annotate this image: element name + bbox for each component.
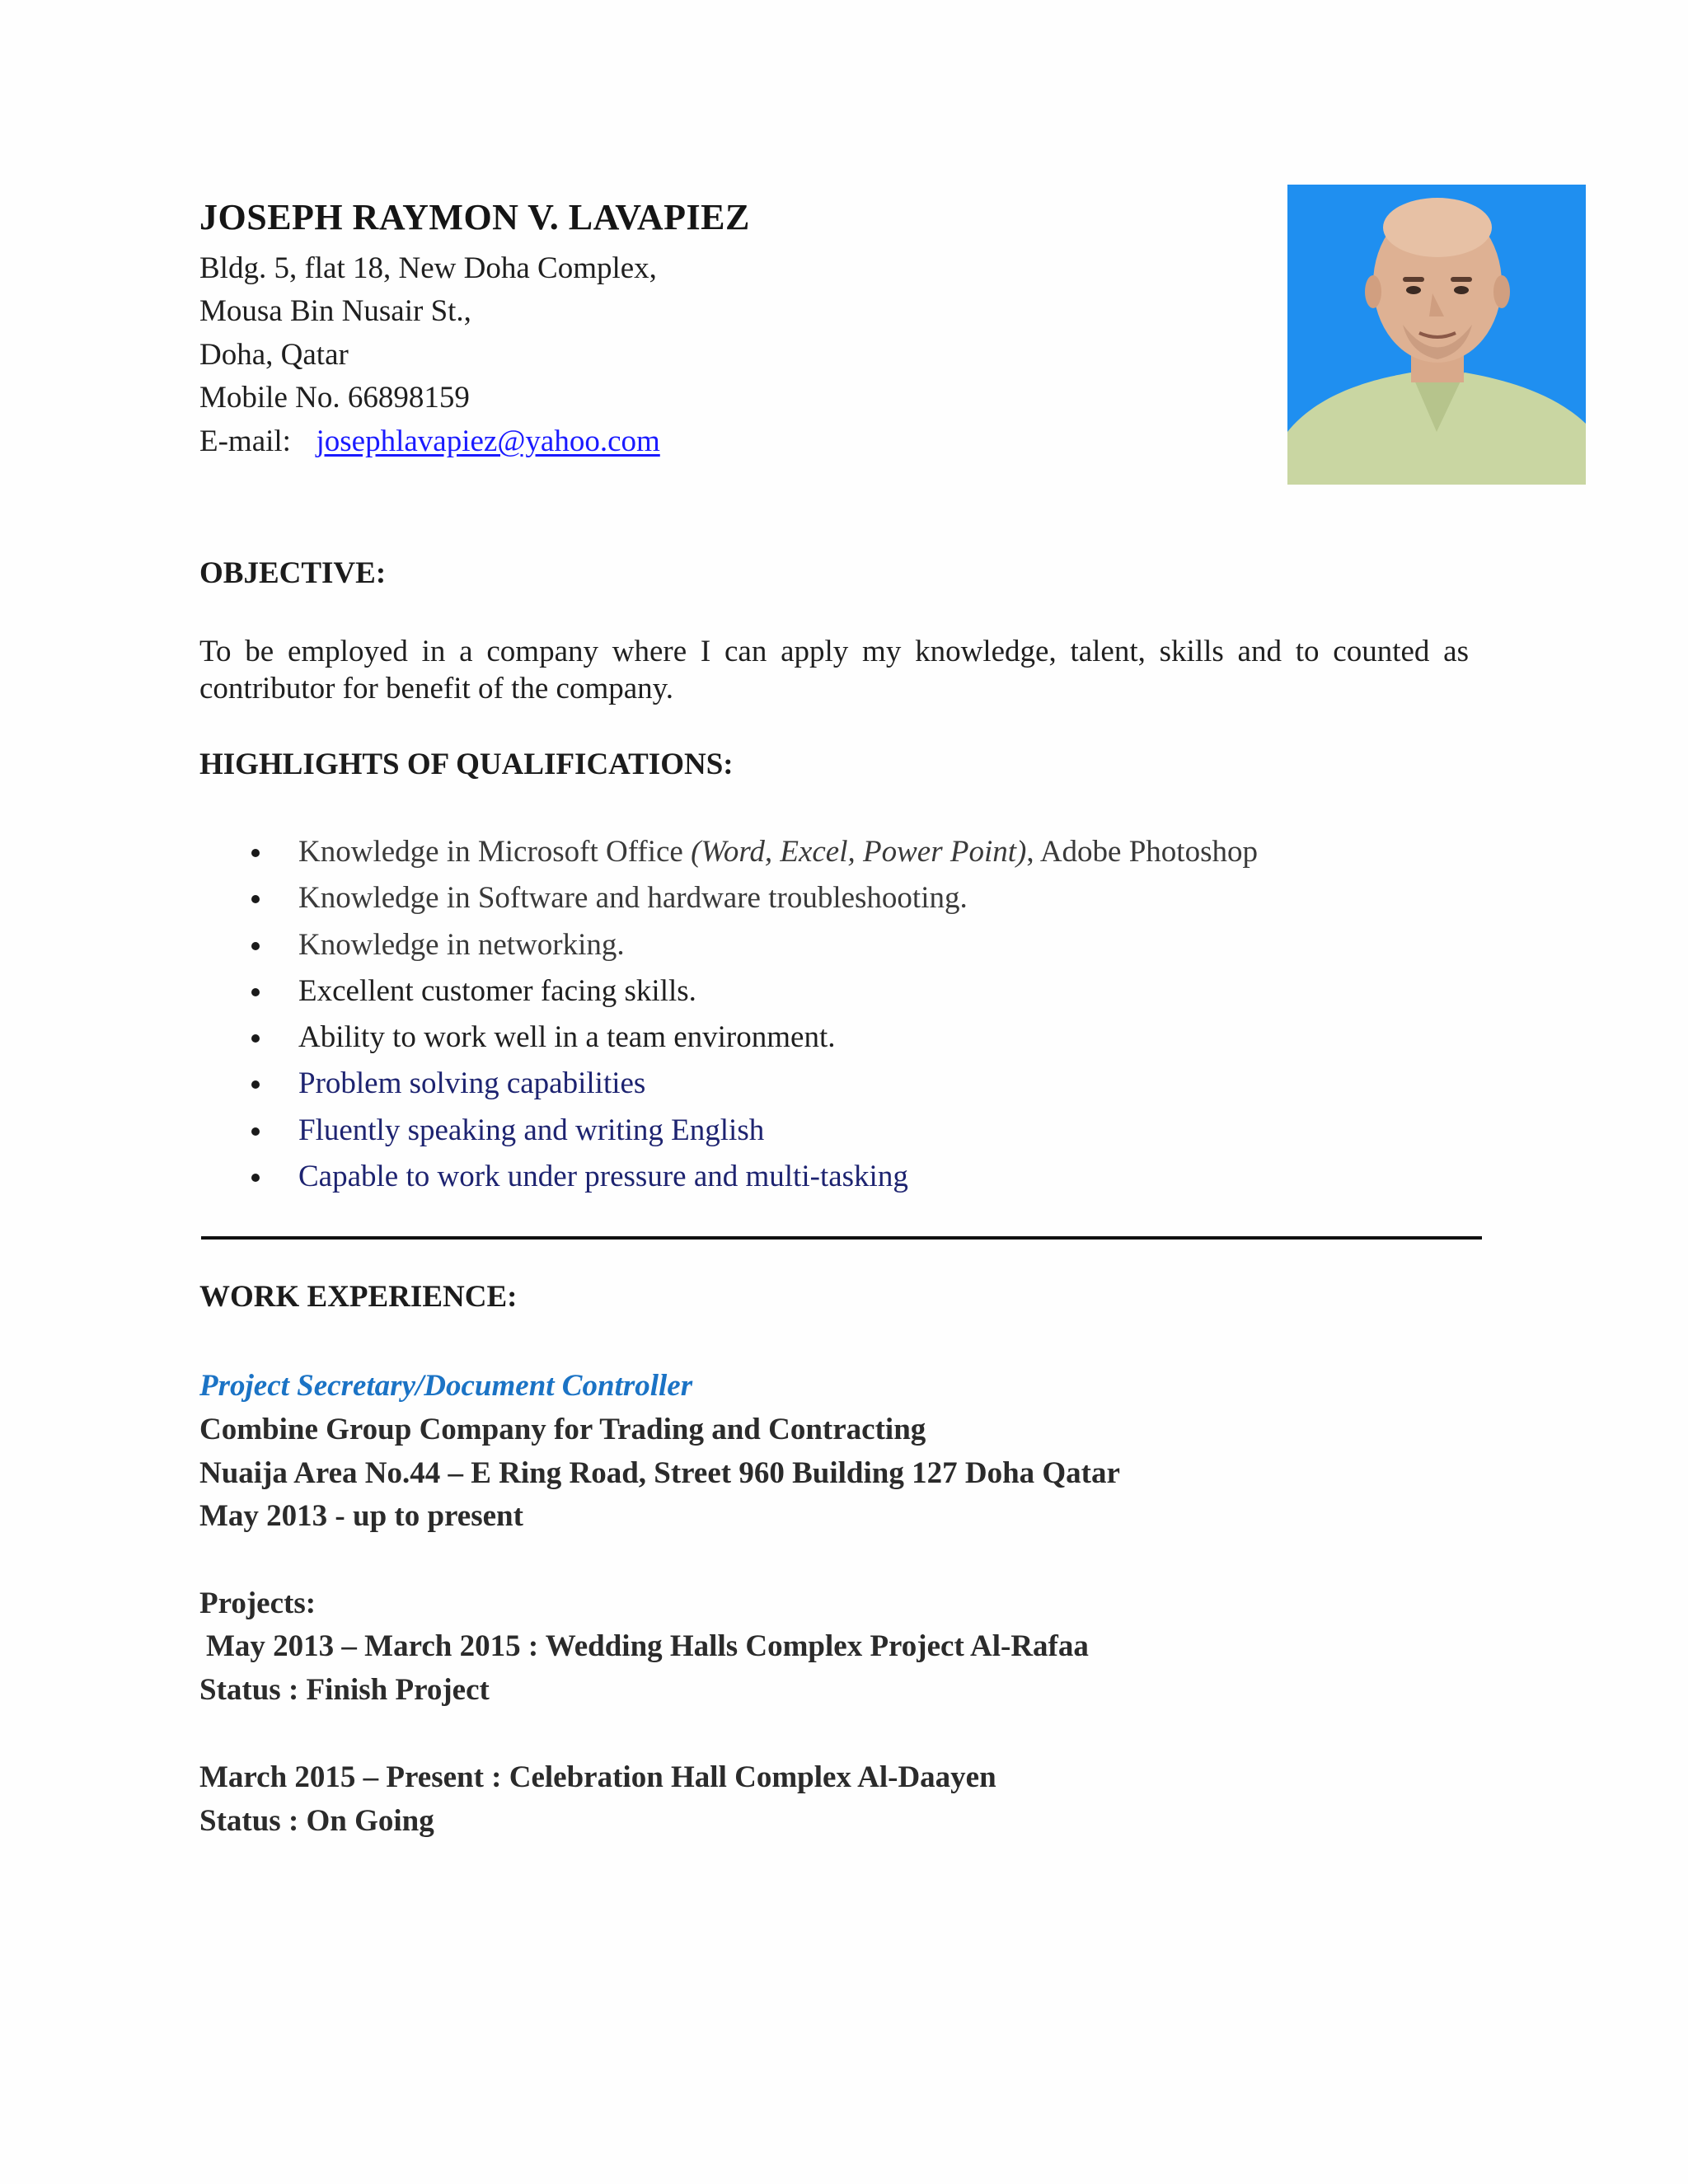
email-label: E-mail: (199, 424, 291, 458)
applicant-name: JOSEPH RAYMON V. LAVAPIEZ (199, 197, 750, 237)
section-divider (201, 1236, 1482, 1240)
objective-text: To be employed in a company where I can apply my knowledge, talent, skills and to counted as contributor for benefit of the company. (199, 635, 1469, 705)
address-line-3: Doha, Qatar (199, 338, 349, 372)
bullet-dot-icon (251, 849, 260, 857)
bullet-dot-icon (251, 1034, 260, 1043)
company-name: Combine Group Company for Trading and Contracting (199, 1413, 926, 1446)
list-item (199, 1108, 1258, 1154)
qualification-text: Problem solving capabilities (298, 1066, 646, 1101)
list-item (199, 922, 1258, 968)
qualification-text: Ability to work well in a team environment. (298, 1020, 836, 1055)
qualification-suffix: , Adobe Photoshop (1026, 835, 1258, 869)
email-link[interactable]: josephlavapiez@yahoo.com (316, 424, 660, 458)
bullet-dot-icon (251, 1127, 260, 1136)
project-2: March 2015 – Present : Celebration Hall Complex Al-Daayen (199, 1760, 996, 1794)
address-line-1: Bldg. 5, flat 18, New Doha Complex, (199, 251, 657, 285)
bullet-dot-icon (251, 1080, 260, 1089)
company-address: Nuaija Area No.44 – E Ring Road, Street 960 Building 127 Doha Qatar (199, 1456, 1120, 1490)
objective-heading: OBJECTIVE: (199, 556, 387, 590)
bullet-dot-icon (251, 895, 260, 903)
list-item (199, 1015, 1258, 1061)
list-item (199, 829, 1258, 875)
profile-photo (1287, 185, 1586, 485)
qualification-text: Knowledge in Software and hardware troubleshooting. (298, 881, 968, 916)
bullet-dot-icon (251, 988, 260, 996)
project-1: May 2013 – March 2015 : Wedding Halls Complex Project Al-Rafaa (206, 1629, 1089, 1663)
qualification-text: Capable to work under pressure and multi-tasking (298, 1160, 908, 1194)
list-item (199, 1061, 1258, 1107)
projects-label: Projects: (199, 1586, 316, 1620)
job-title: Project Secretary/Document Controller (199, 1369, 693, 1403)
email-row (199, 424, 660, 459)
work-experience-heading: WORK EXPERIENCE: (199, 1280, 518, 1314)
list-item (199, 875, 1258, 921)
address-line-2: Mousa Bin Nusair St., (199, 294, 471, 328)
mobile-number: Mobile No. 66898159 (199, 381, 470, 415)
qualification-text: Excellent customer facing skills. (298, 973, 696, 1008)
bullet-dot-icon (251, 942, 260, 950)
profile-photo-image (1287, 185, 1586, 485)
project-2-status: Status : On Going (199, 1804, 434, 1838)
employment-period: May 2013 - up to present (199, 1499, 523, 1533)
qualifications-list (199, 829, 1258, 1200)
qualification-text: Knowledge in networking. (298, 927, 625, 962)
list-item (199, 968, 1258, 1015)
qualification-italic: (Word, Excel, Power Point) (691, 835, 1027, 869)
list-item (199, 1154, 1258, 1200)
project-1-status: Status : Finish Project (199, 1673, 490, 1707)
bullet-dot-icon (251, 1174, 260, 1182)
highlights-heading: HIGHLIGHTS OF QUALIFICATIONS: (199, 748, 734, 781)
qualification-text: Fluently speaking and writing English (298, 1113, 765, 1147)
qualification-prefix: Knowledge in Microsoft Office (298, 835, 692, 869)
